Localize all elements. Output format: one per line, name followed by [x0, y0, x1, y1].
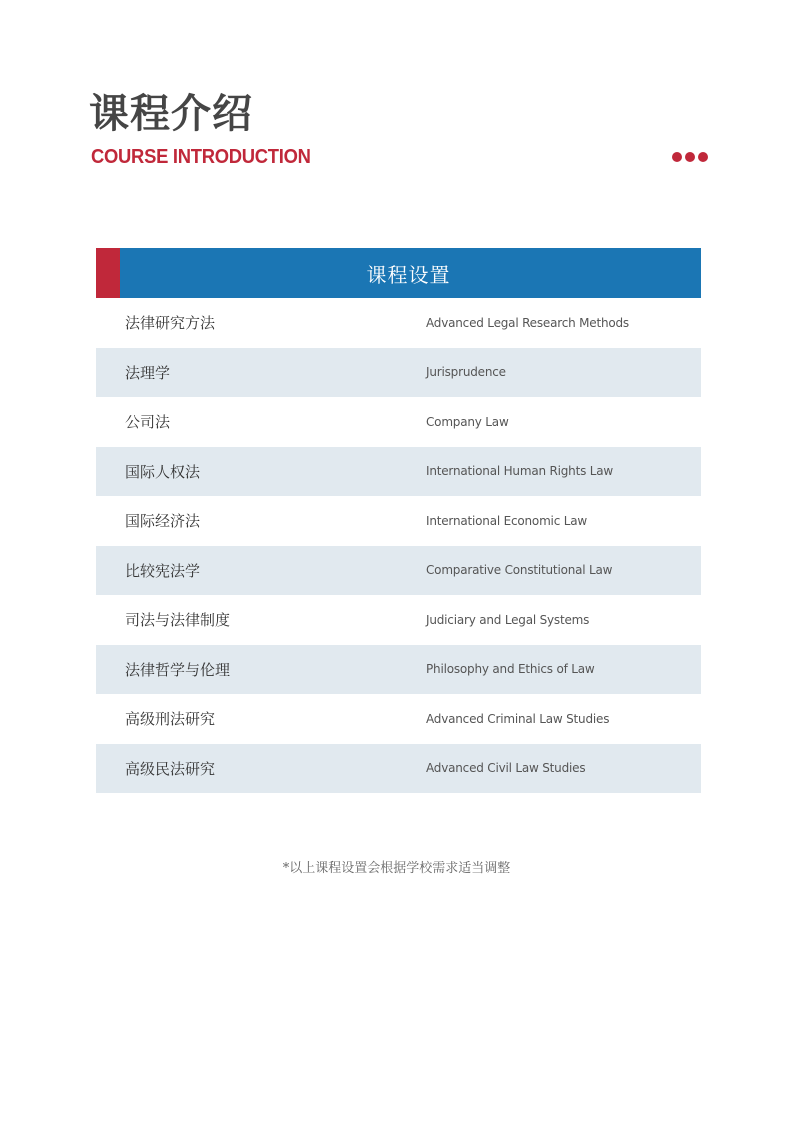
table-title: 课程设置 [366, 262, 451, 287]
dot-icon [685, 152, 695, 162]
course-name-cn: 司法与法律制度 [125, 611, 231, 630]
table-row [96, 496, 701, 546]
page-subtitle: COURSE INTRODUCTION [91, 146, 311, 168]
course-name-en: Advanced Criminal Law Studies [426, 711, 610, 726]
course-name-en: Jurisprudence [426, 365, 506, 380]
course-name-en: Company Law [426, 414, 509, 429]
footnote: *以上课程设置会根据学校需求适当调整 [282, 861, 511, 876]
dot-icon [698, 152, 708, 162]
table-row [96, 348, 701, 398]
table-row [96, 645, 701, 695]
course-name-cn: 国际经济法 [125, 512, 201, 531]
course-name-cn: 比较宪法学 [125, 561, 201, 580]
course-name-cn: 国际人权法 [125, 462, 201, 481]
table-row [96, 298, 701, 348]
course-name-en: Advanced Civil Law Studies [426, 761, 586, 776]
table-header [96, 248, 701, 298]
table-row [96, 744, 701, 794]
course-table [96, 248, 701, 793]
table-row [96, 595, 701, 645]
three-dots-icon [672, 152, 708, 162]
course-name-cn: 法律研究方法 [125, 314, 216, 333]
course-name-en: Advanced Legal Research Methods [426, 315, 629, 330]
header-accent-bar [96, 248, 120, 298]
course-name-cn: 法理学 [125, 363, 171, 382]
course-name-cn: 公司法 [125, 413, 171, 432]
course-name-en: International Human Rights Law [426, 464, 614, 479]
course-name-en: Philosophy and Ethics of Law [426, 662, 595, 677]
course-name-en: Comparative Constitutional Law [426, 563, 613, 578]
table-row [96, 694, 701, 744]
page-title: 课程介绍 [89, 91, 253, 137]
dot-icon [672, 152, 682, 162]
table-row [96, 397, 701, 447]
course-name-cn: 法律哲学与伦理 [125, 660, 231, 679]
course-name-cn: 高级民法研究 [125, 759, 216, 778]
course-name-en: International Economic Law [426, 513, 587, 528]
table-row [96, 447, 701, 497]
course-name-en: Judiciary and Legal Systems [426, 612, 590, 627]
course-name-cn: 高级刑法研究 [125, 710, 216, 729]
table-row [96, 546, 701, 596]
